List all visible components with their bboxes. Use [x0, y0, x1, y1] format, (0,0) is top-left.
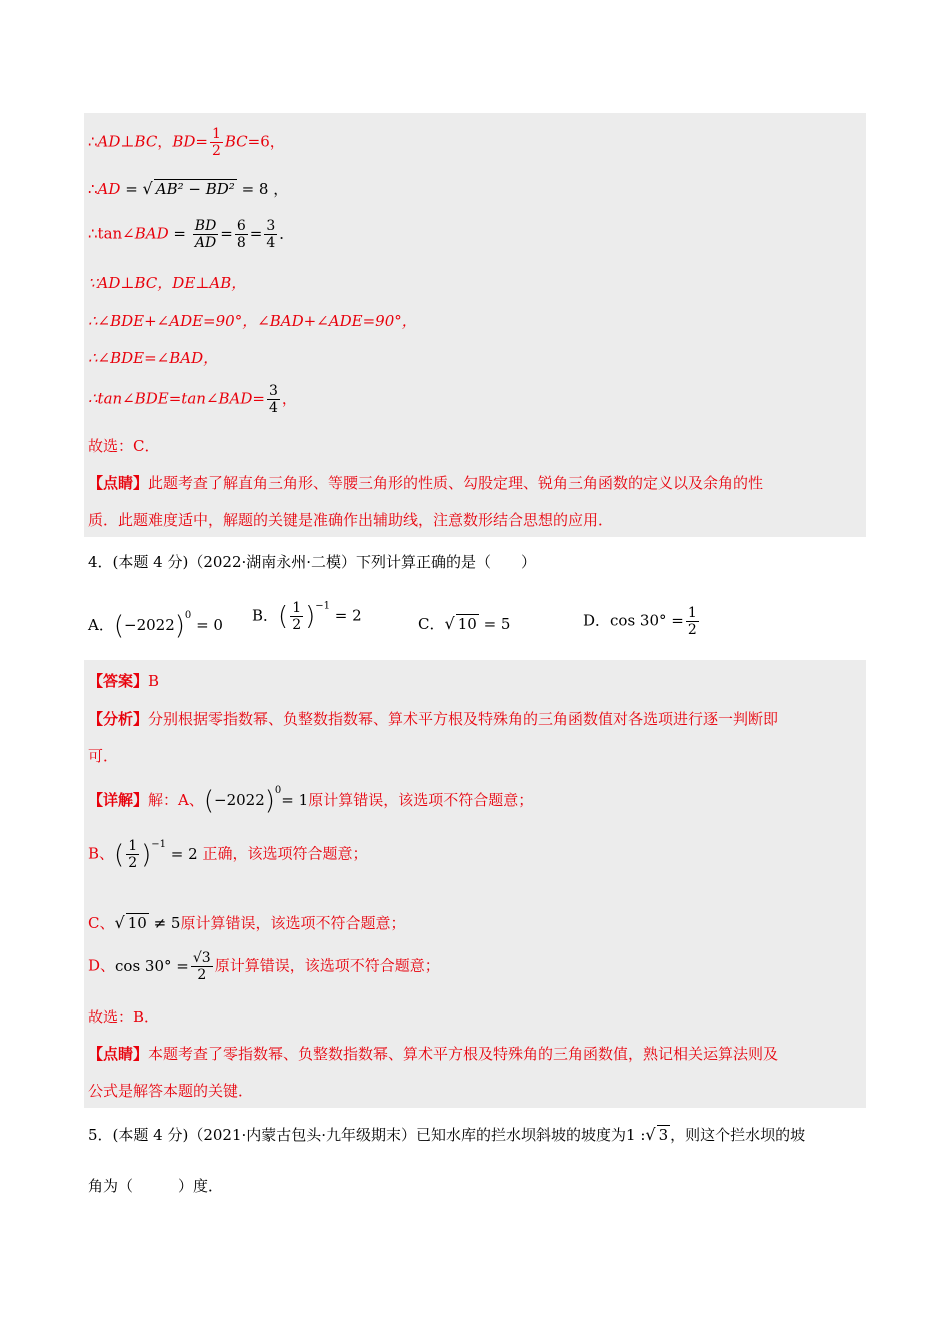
solution-line-6: ∴∠BDE=∠BAD， — [88, 349, 219, 367]
question-5-stem-2: 角为（ ）度． — [88, 1177, 224, 1195]
tip-line-1: 【点睛】本题考查了零指数幂、负整数指数幂、算术平方根及特殊角的三角函数值，熟记相关运算法则及 — [88, 1045, 779, 1063]
solution-choice: 故选：C． — [88, 437, 160, 455]
fraction: $\frac{1}{2}$ — [211, 126, 221, 159]
analysis-line-2: 可． — [88, 747, 119, 765]
analysis-line-1: 【分析】分别根据零指数幂、负整数指数幂、算术平方根及特殊角的三角函数值对各选项进行逐一判断即 — [88, 710, 779, 728]
solution-line-4: ∵AD⊥BC，DE⊥AB， — [88, 274, 247, 292]
solution-line-2: ∴AD = √ AB² − BD² = 8 ， — [88, 179, 289, 198]
solution-line-5: ∴∠BDE+∠ADE=90°，∠BAD+∠ADE=90°， — [88, 312, 417, 330]
tip-tag: 【点睛】 — [88, 474, 149, 492]
option-b: B．( $\frac{1}{2}$ )$^{-1}$ = 2 — [252, 600, 362, 633]
detail-line-b: B、( $\frac{1}{2}$ )$^{-1}$ = 2 正确，该选项符合题意； — [88, 838, 368, 871]
detail-line-d: D、cos 30° = $\frac{√3}{2}$ 原计算错误，该选项不符合题意； — [88, 950, 440, 983]
option-a: A．$(-2022)^0 = 0$ — [88, 610, 223, 641]
solution-line-3: ∴tan∠BAD = $\frac{BD}{AD}$ = $\frac{6}{8}$ = $\frac{3}{4}$ ． — [88, 218, 295, 251]
detail-line-a: 【详解】解：A、$(-2022)^0= 1$原计算错误，该选项不符合题意； — [88, 785, 534, 816]
option-c: C．√ 10 = 5 — [418, 614, 511, 633]
answer-line: 【答案】B — [88, 672, 160, 690]
option-d: D．cos 30° = $\frac{1}{2}$ — [583, 605, 697, 638]
solution-line-7: ∴tan∠BDE=tan∠BAD= $\frac{3}{4}$ ， — [88, 383, 297, 416]
solution-tip-line-2: 质．此题难度适中，解题的关键是准确作出辅助线，注意数形结合思想的应用． — [88, 511, 614, 529]
solution-line-1: ∴AD⊥BC，BD= $\frac{1}{2}$ BC=6， — [88, 126, 285, 159]
solution-tip-line-1: 【点睛】此题考查了解直角三角形、等腰三角形的性质、勾股定理、锐角三角函数的定义以及余角的性 — [88, 474, 764, 492]
question-5-stem: 5．(本题 4 分)（2021·内蒙古包头·九年级期末）已知水库的拦水坝斜坡的坡度为1 :√ 3 ，则这个拦水坝的坡 — [88, 1125, 806, 1144]
detail-line-c: C、√ 10 ≠ 5原计算错误，该选项不符合题意； — [88, 913, 406, 932]
detail-choice: 故选：B． — [88, 1008, 160, 1026]
tip-line-2: 公式是解答本题的关键． — [88, 1082, 254, 1100]
question-4-stem: 4．(本题 4 分)（2022·湖南永州·二模）下列计算正确的是（ ） — [88, 553, 537, 571]
